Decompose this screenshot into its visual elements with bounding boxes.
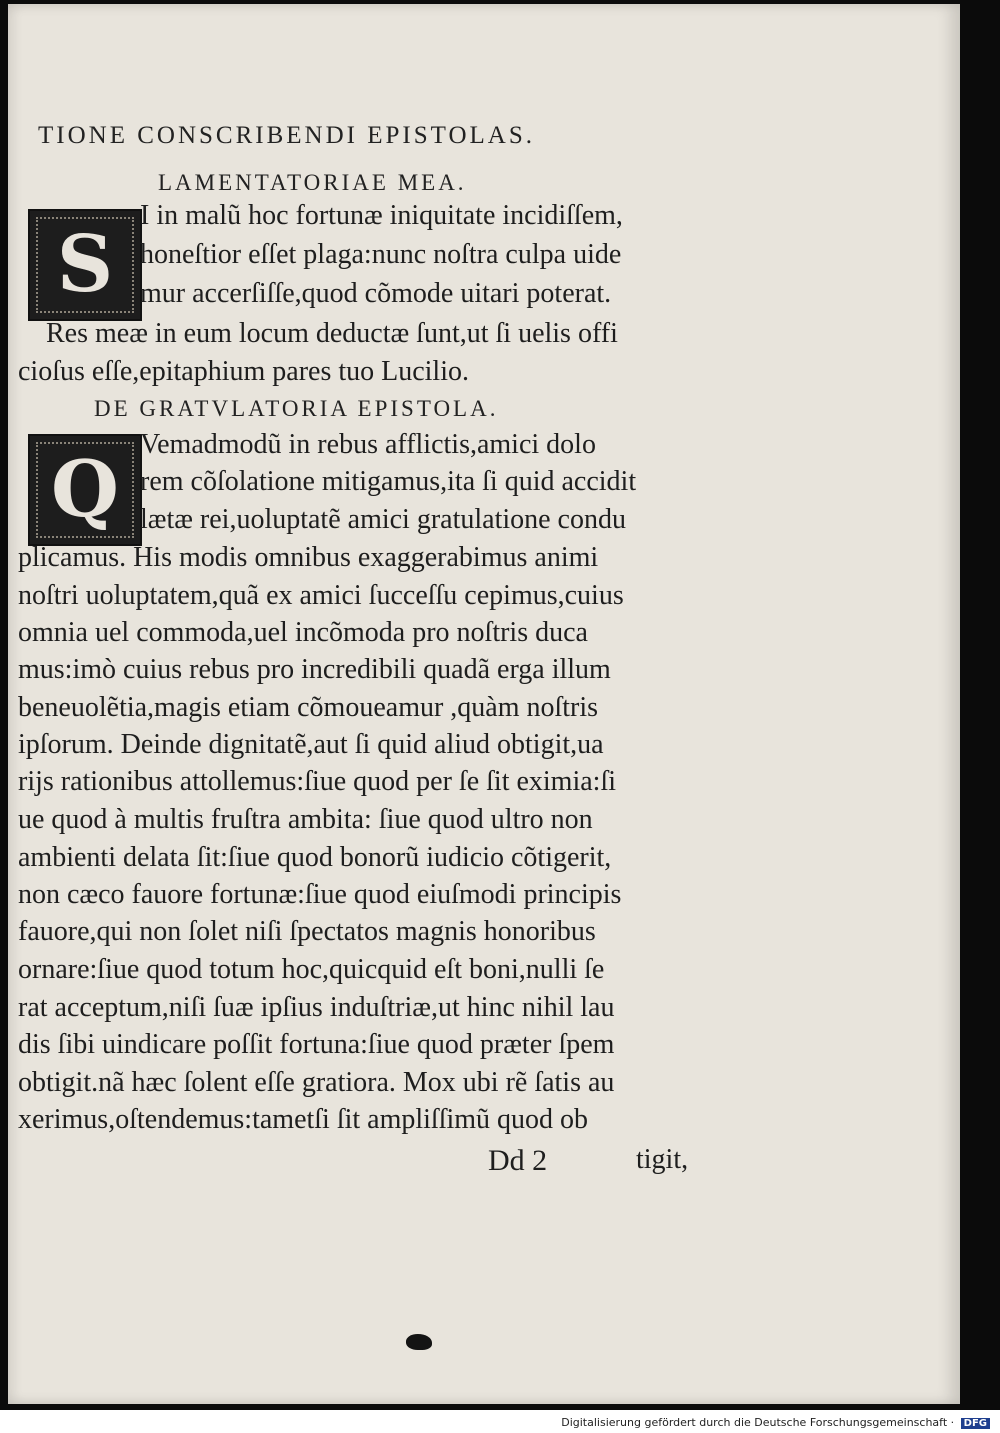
text-line: rijs rationibus attollemus:ſiue quod per ſe ſit eximia:ſi [18,766,617,797]
text-line: mus:imò cuius rebus pro incredibili quadã erga illum [18,654,611,685]
text-line: mur accerſiſſe,quod cõmode uitari poterat. [140,278,612,309]
text-line: Vemadmodũ in rebus afflictis,amici dolo [140,429,596,460]
footer-credit: Digitalisierung gefördert durch die Deutsche Forschungsgemeinschaft · [561,1416,955,1429]
decorated-initial-q [28,434,142,546]
text-line: ambienti delata ſit:ſiue quod bonorũ iudicio cõtigerit, [18,842,612,873]
ink-blot [406,1334,432,1350]
catchword: tigit, [636,1144,689,1175]
text-line: xerimus,oſtendemus:tametſi ſit ampliſſimũ quod ob [18,1104,589,1135]
text-line: honeſtior eſſet plaga:nunc noſtra culpa uide [140,239,622,270]
text-line: fauore,qui non ſolet niſi ſpectatos magnis honoribus [18,916,596,947]
text-line: non cæco fauore fortunæ:ſiue quod eiuſmodi principis [18,879,622,910]
text-line: plicamus. His modis omnibus exaggerabimus animi [18,542,599,573]
decorated-initial-s [28,209,142,321]
text-line: noſtri uoluptatem,quã ex amici ſucceſſu cepimus,cuius [18,580,624,611]
text-line: obtigit.nã hæc ſolent eſſe gratiora. Mox ubi rẽ ſatis au [18,1067,615,1098]
signature-mark: Dd 2 [488,1144,548,1177]
initial-letter: Q [51,444,119,535]
digitization-footer [561,1416,990,1429]
initial-frame [36,217,134,313]
text-line: rat acceptum,niſi ſuæ ipſius induſtriæ,ut hinc nihil lau [18,992,615,1023]
initial-frame [36,442,134,538]
section-heading-lamentatoriae: LAMENTATORIAE MEA. [158,170,467,195]
text-line: I in malũ hoc fortunæ iniquitate incidiſſem, [140,200,623,231]
text-line: lætæ rei,uoluptatẽ amici gratulatione condu [140,504,626,535]
text-line: ornare:ſiue quod totum hoc,quicquid eſt boni,nulli ſe [18,954,605,985]
initial-letter: S [56,219,114,310]
text-line: rem cõſolatione mitigamus,ita ſi quid accidit [140,466,637,497]
dfg-logo-icon: DFG [961,1418,990,1429]
text-line: dis ſibi uindicare poſſit fortuna:ſiue quod præter ſpem [18,1029,615,1060]
text-line: cioſus eſſe,epitaphium pares tuo Lucilio. [18,356,469,387]
text-line: ipſorum. Deinde dignitatẽ,aut ſi quid aliud obtigit,ua [18,729,604,760]
text-line: beneuolẽtia,magis etiam cõmoueamur ,quàm noſtris [18,692,599,723]
book-page [8,4,960,1404]
running-head: TIONE CONSCRIBENDI EPISTOLAS. [38,122,535,149]
text-line: Res meæ in eum locum deductæ ſunt,ut ſi uelis offi [46,318,618,349]
text-line: omnia uel commoda,uel incõmoda pro noſtris duca [18,617,588,648]
section-heading-gratulatoria: DE GRATVLATORIA EPISTOLA. [94,396,499,421]
text-line: ue quod à multis fruſtra ambita: ſiue quod ultro non [18,804,593,835]
